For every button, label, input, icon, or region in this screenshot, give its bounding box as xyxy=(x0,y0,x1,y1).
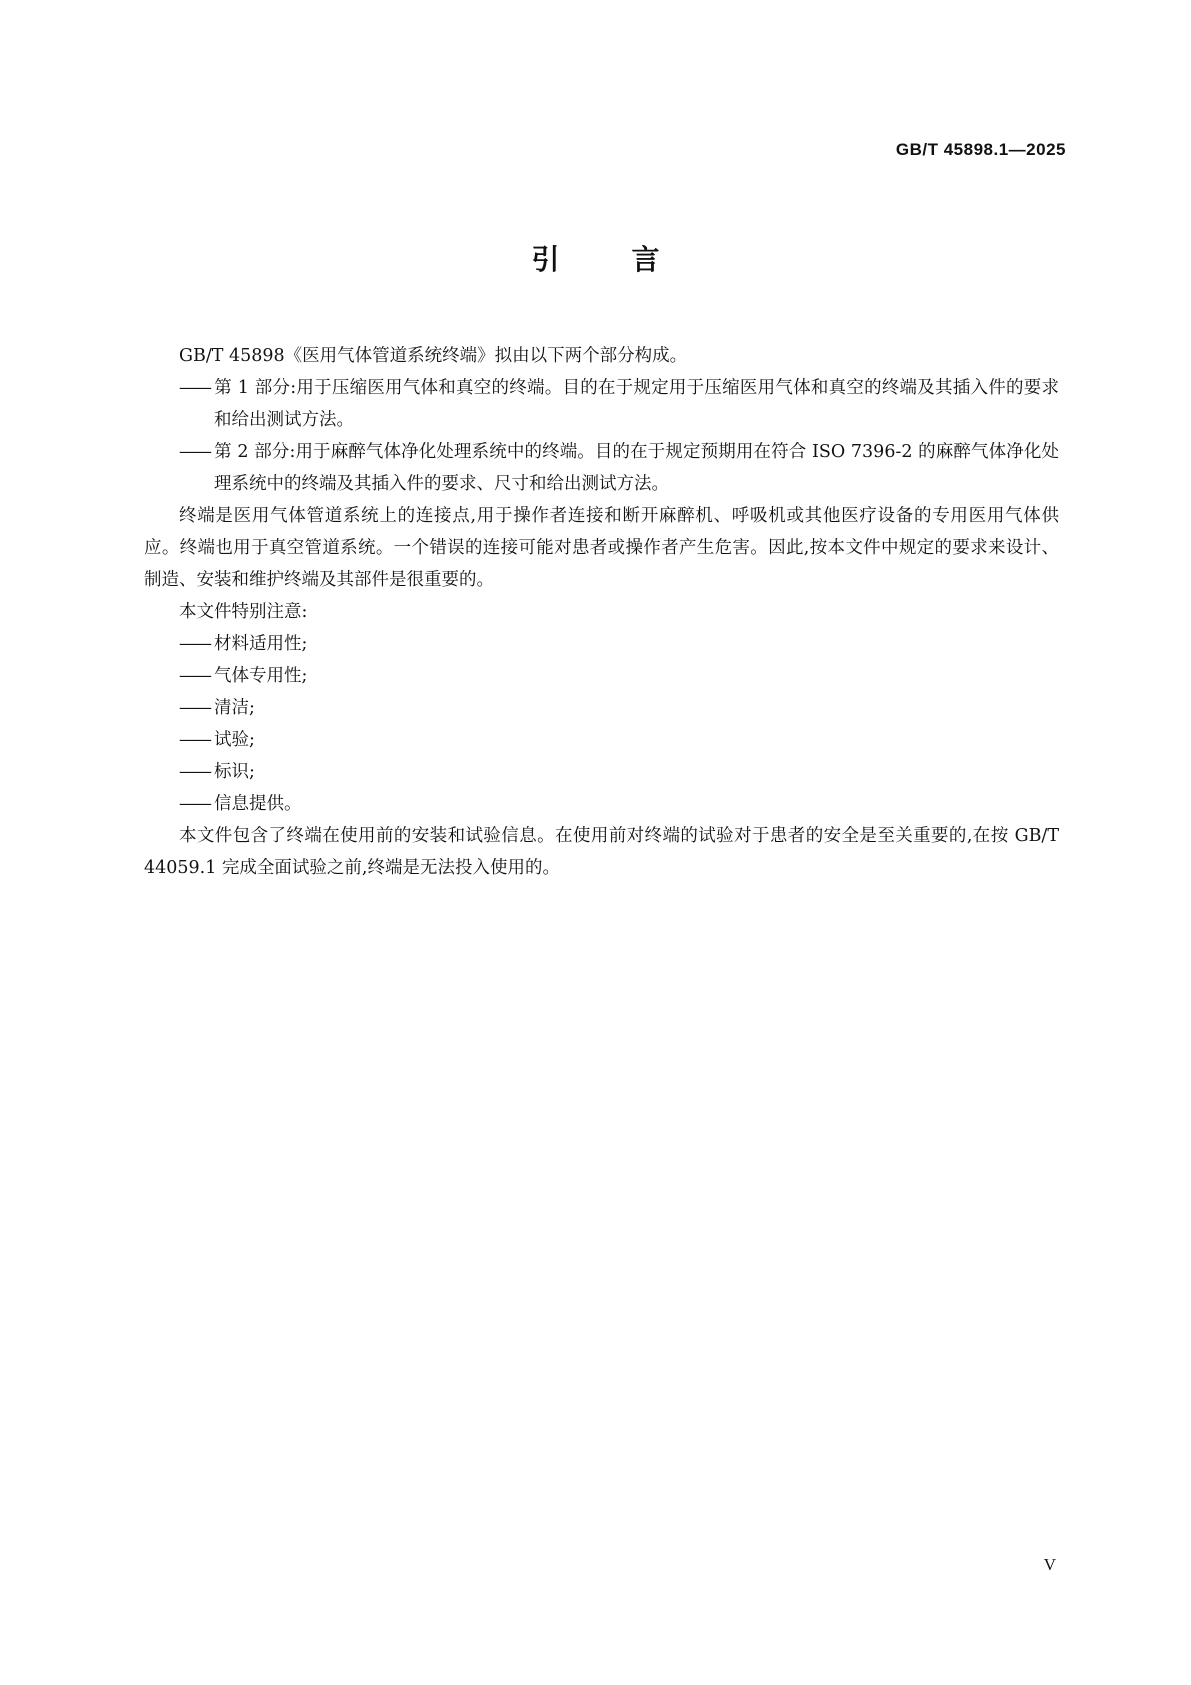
list-item-text: 材料适用性; xyxy=(214,634,308,654)
list-item-text: 信息提供。 xyxy=(214,794,302,814)
list-item-text: 气体专用性; xyxy=(214,666,308,686)
dash-marker: —— xyxy=(179,634,210,654)
standard-number: GB/T 45898.1—2025 xyxy=(895,140,1066,159)
list-item-focus xyxy=(144,628,1059,660)
paragraph-terminal-units: 终端是医用气体管道系统上的连接点,用于操作者连接和断开麻醉机、呼吸机或其他医疗设备的专用医用气体供应。终端也用于真空管道系统。一个错误的连接可能对患者或操作者产生危害。因此,按本文件中规定的要求来设计、制造、安装和维护终端及其部件是很重要的。 xyxy=(144,506,1059,590)
paragraph-attention: 本文件特别注意: xyxy=(179,602,308,622)
list-item-text: 清洁; xyxy=(214,698,255,718)
list-item-text: 标识; xyxy=(214,762,255,782)
page-number: V xyxy=(1043,1555,1056,1574)
page-title xyxy=(0,238,1191,278)
list-item-text: 试验; xyxy=(214,730,255,750)
list-item-text: 第 2 部分:用于麻醉气体净化处理系统中的终端。目的在于规定预期用在符合 ISO 7396-2 的麻醉气体净化处理系统中的终端及其插入件的要求、尺寸和给出测试方法。 xyxy=(214,442,1059,494)
dash-marker: —— xyxy=(179,730,210,750)
dash-marker: —— xyxy=(179,442,210,462)
dash-marker: —— xyxy=(179,666,210,686)
list-item-text: 第 1 部分:用于压缩医用气体和真空的终端。目的在于规定用于压缩医用气体和真空的终端及其插入件的要求和给出测试方法。 xyxy=(214,378,1059,430)
list-item-focus xyxy=(144,756,1059,788)
dash-marker: —— xyxy=(179,762,210,782)
title-char-2: 言 xyxy=(631,243,660,276)
introduction-body xyxy=(144,340,1059,884)
dash-marker: —— xyxy=(179,794,210,814)
dash-marker: —— xyxy=(179,378,210,398)
title-char-1: 引 xyxy=(531,243,560,276)
list-item-part-2 xyxy=(144,436,1059,500)
list-item-focus xyxy=(144,660,1059,692)
paragraph-installation: 本文件包含了终端在使用前的安装和试验信息。在使用前对终端的试验对于患者的安全是至关重要的,在按 GB/T 44059.1 完成全面试验之前,终端是无法投入使用的。 xyxy=(144,826,1059,878)
paragraph-structure: GB/T 45898《医用气体管道系统终端》拟由以下两个部分构成。 xyxy=(179,346,688,366)
list-item-focus xyxy=(144,724,1059,756)
list-item-focus xyxy=(144,788,1059,820)
list-item-part-1 xyxy=(144,372,1059,436)
dash-marker: —— xyxy=(179,698,210,718)
list-item-focus xyxy=(144,692,1059,724)
